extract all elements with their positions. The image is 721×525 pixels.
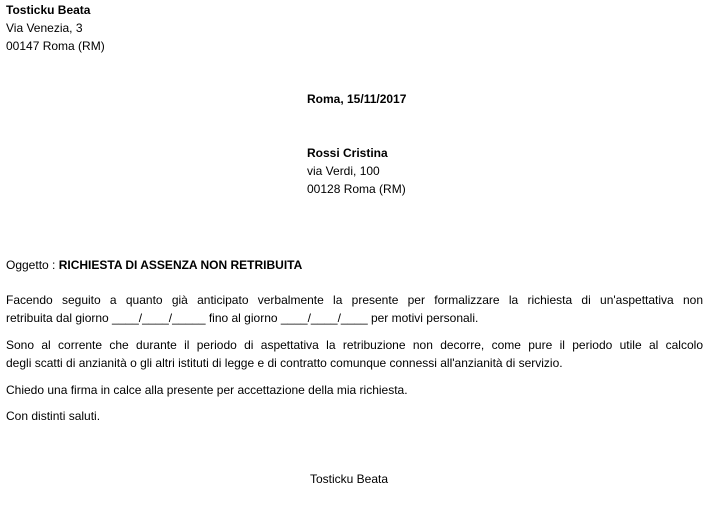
paragraph-signature-request: Chiedo una firma in calce alla presente per accettazione della mia richiesta. xyxy=(6,383,408,397)
sender-block xyxy=(6,1,105,55)
subject-text: RICHIESTA DI ASSENZA NON RETRIBUITA xyxy=(58,258,303,272)
paragraph-acknowledgement xyxy=(6,336,703,372)
sender-name: Tosticku Beata xyxy=(6,3,91,17)
subject-line xyxy=(6,256,302,274)
recipient-block xyxy=(307,144,406,198)
signature-name: Tosticku Beata xyxy=(310,472,389,486)
paragraph-request-line1: Facendo seguito a quanto già anticipato verbalmente la presente per formalizzare la richiesta di un'aspettativa non xyxy=(6,293,703,307)
paragraph-acknowledgement-line1: Sono al corrente che durante il periodo di aspettativa la retribuzione non decorre, come pure il periodo utile al calcolo xyxy=(6,338,703,352)
paragraph-acknowledgement-line2: degli scatti di anzianità o gli altri istituti di legge e di contratto comunque connessi all'anzianità di servizio. xyxy=(6,356,563,370)
paragraph-closing: Con distinti saluti. xyxy=(6,409,101,423)
letter-date: Roma, 15/11/2017 xyxy=(307,92,407,106)
sender-address-street: Via Venezia, 3 xyxy=(6,21,83,35)
sender-address-city: 00147 Roma (RM) xyxy=(6,39,105,53)
recipient-name: Rossi Cristina xyxy=(307,146,388,160)
paragraph-request-line2: retribuita dal giorno ____/____/_____ fino al giorno ____/____/____ per motivi personali. xyxy=(6,311,479,325)
subject-label: Oggetto : xyxy=(6,258,59,272)
recipient-address-street: via Verdi, 100 xyxy=(307,164,380,178)
recipient-address-city: 00128 Roma (RM) xyxy=(307,182,406,196)
paragraph-request xyxy=(6,291,703,327)
